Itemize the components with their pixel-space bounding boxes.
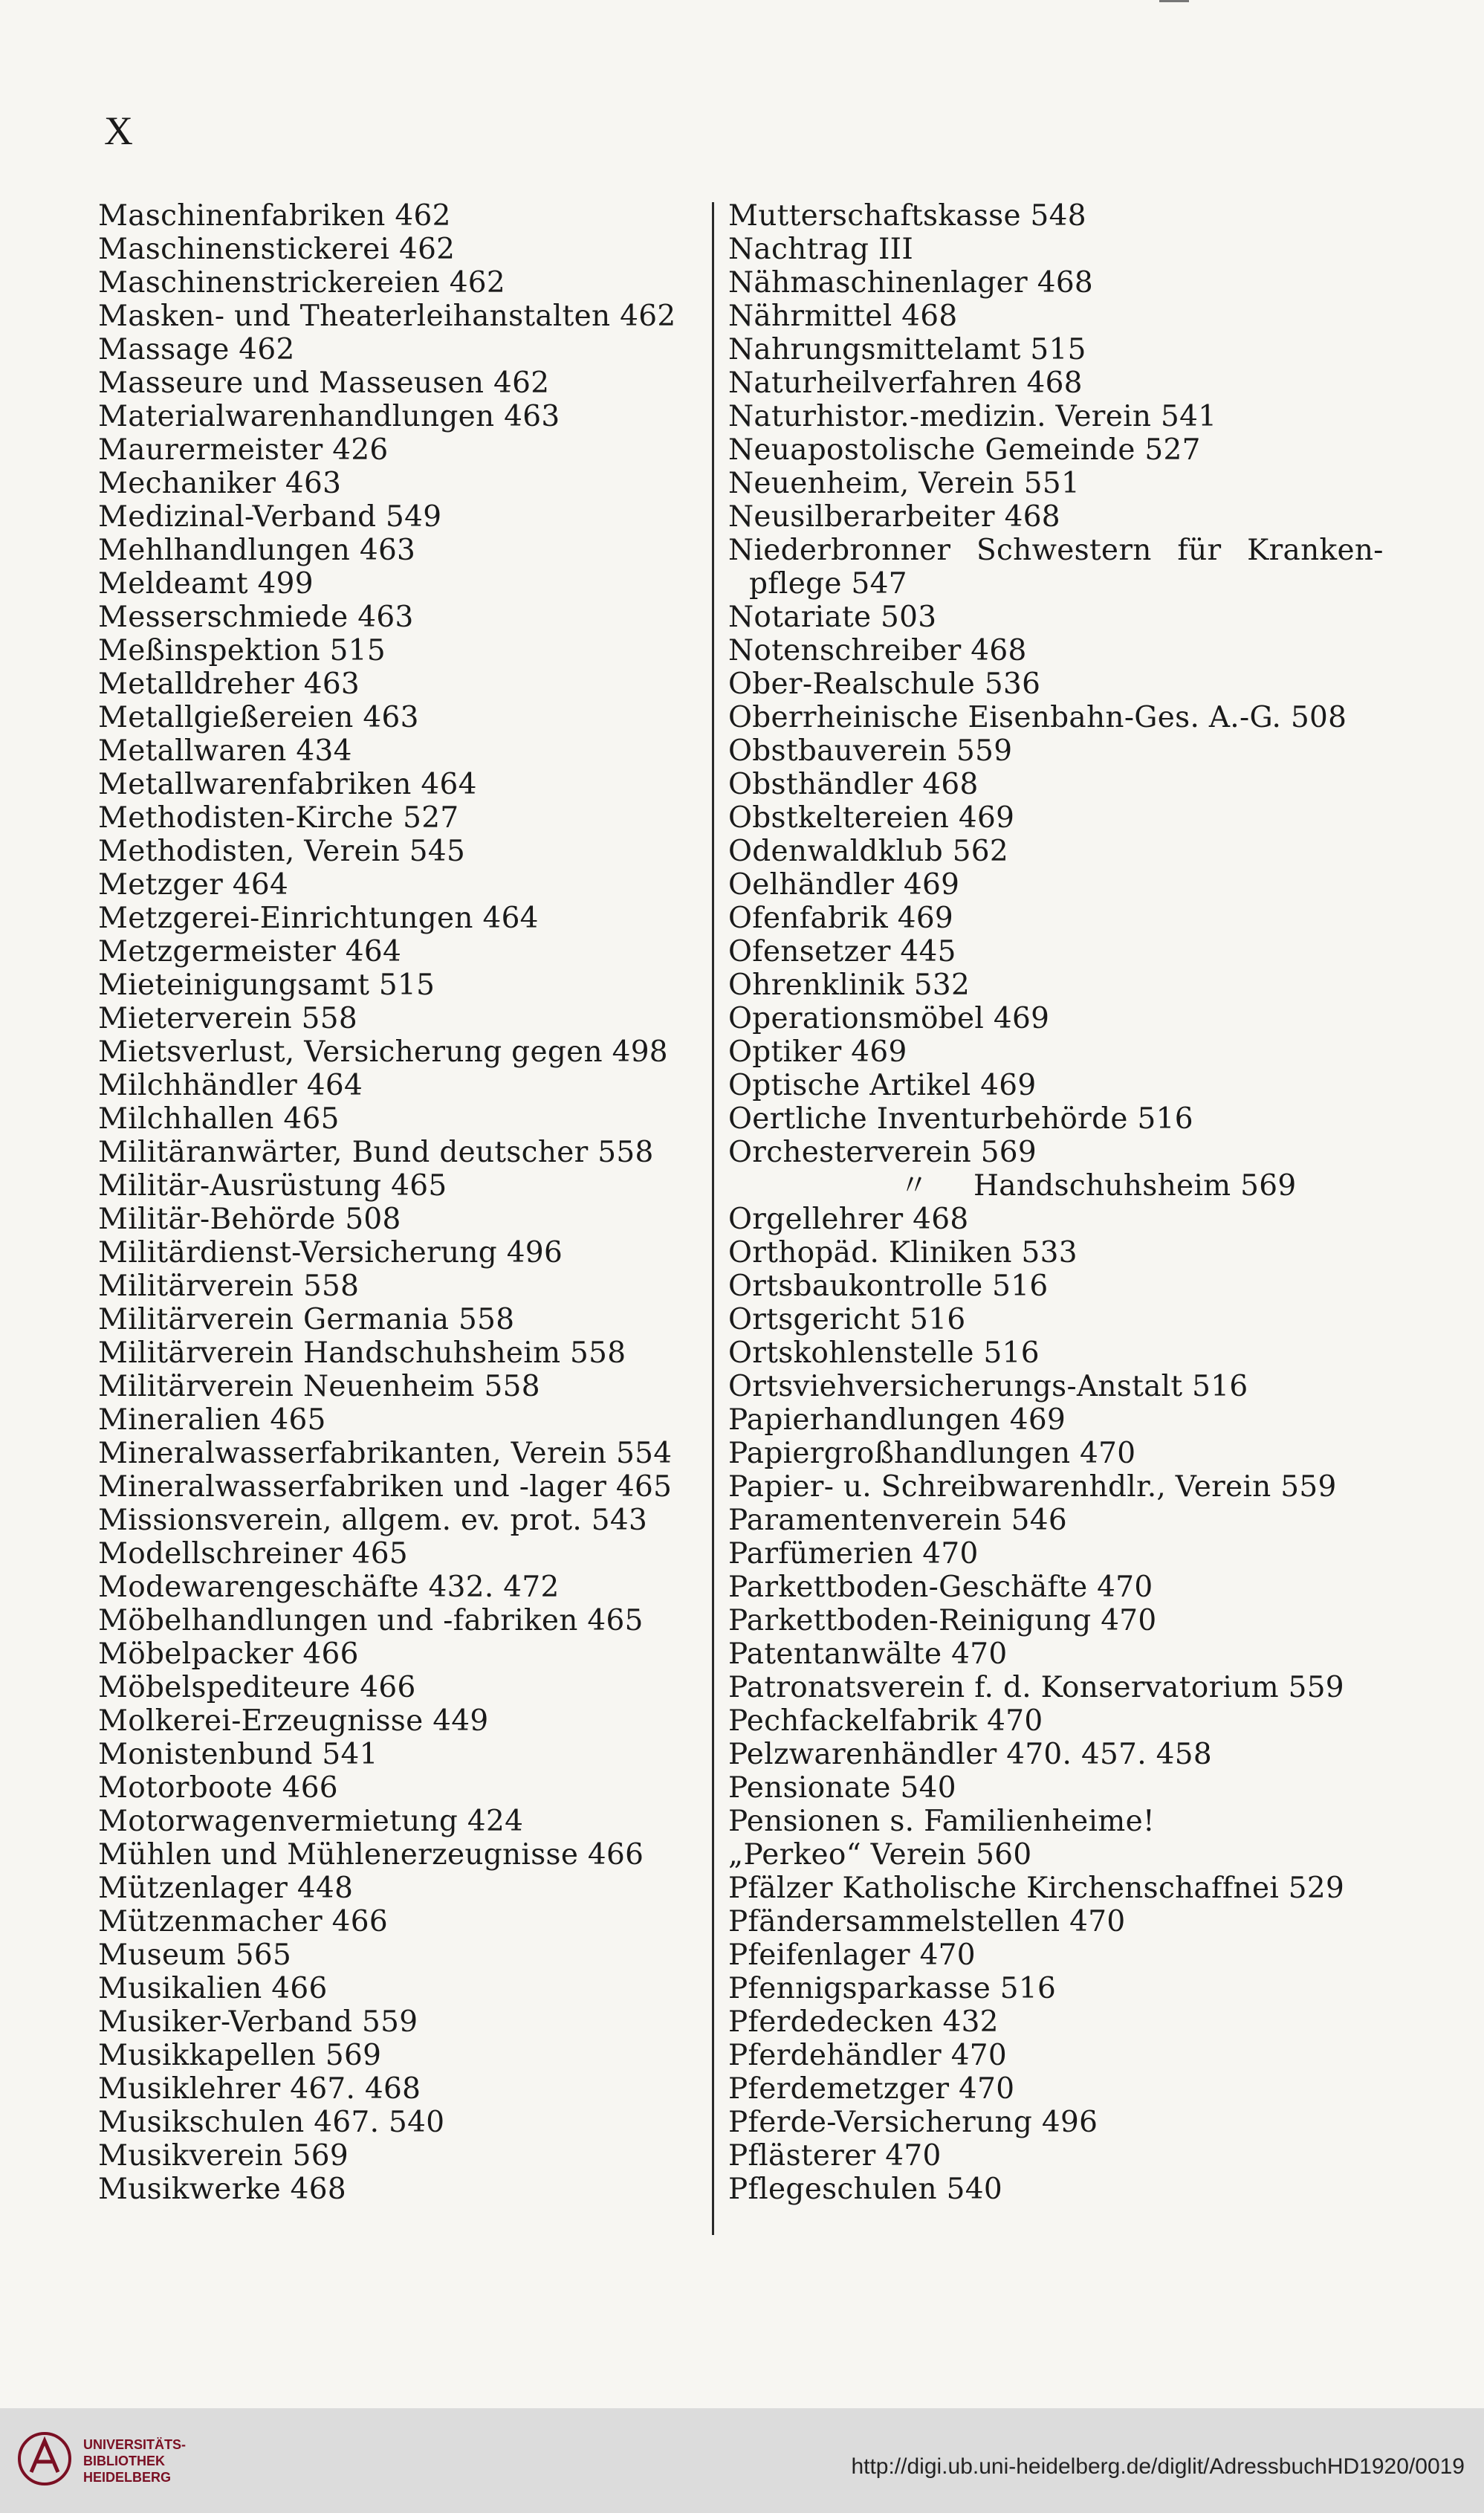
index-entry: Patronatsverein f. d. Konservatorium 559 [728,1671,1344,1704]
index-entry: Naturheilverfahren 468 [728,366,1083,400]
index-entry: Mechaniker 463 [98,467,342,500]
index-entry: Ohrenklinik 532 [728,968,971,1002]
index-entry: Musikkapellen 569 [98,2039,382,2072]
index-entry: Orchesterverein 569 [728,1136,1037,1169]
index-entry: Ober-Realschule 536 [728,667,1041,701]
index-entry: Neusilberarbeiter 468 [728,500,1060,534]
index-entry: Metallwaren 434 [98,734,352,768]
index-entry: Missionsverein, allgem. ev. prot. 543 [98,1504,648,1537]
index-entry: Ofenfabrik 469 [728,902,954,935]
index-entry: Molkerei-Erzeugnisse 449 [98,1704,489,1738]
index-entry: Operationsmöbel 469 [728,1002,1050,1035]
index-entry: Optische Artikel 469 [728,1069,1037,1102]
index-entry: Mützenmacher 466 [98,1905,389,1938]
index-entry: Mützenlager 448 [98,1872,354,1905]
index-entry: Pferdedecken 432 [728,2005,999,2039]
index-entry: Pferde-Versicherung 496 [728,2106,1098,2139]
index-entry [728,1169,1354,1203]
index-entry: Möbelpacker 466 [98,1637,359,1671]
index-entry: Militär-Behörde 508 [98,1203,401,1236]
index-entry: Obstkeltereien 469 [728,801,1015,835]
index-entry: Metallwarenfabriken 464 [98,768,477,801]
index-entry: Ortskohlenstelle 516 [728,1336,1040,1370]
index-entry: Milchhändler 464 [98,1069,363,1102]
index-entry: Ortsbaukontrolle 516 [728,1270,1049,1303]
index-entry: Metalldreher 463 [98,667,360,701]
index-entry: Parfümerien 470 [728,1537,979,1571]
index-entry: Papierhandlungen 469 [728,1403,1066,1437]
index-entry: Parkettboden-Geschäfte 470 [728,1571,1153,1604]
scan-mark [1159,0,1189,2]
index-entry: Maschinenstickerei 462 [98,233,456,266]
university-library-logo-icon [15,2429,74,2488]
library-name-line: BIBLIOTHEK [83,2454,165,2468]
index-entry: Ortsviehversicherungs-Anstalt 516 [728,1370,1248,1403]
index-entry: Museum 565 [98,1938,292,1972]
index-entry: Militär-Ausrüstung 465 [98,1169,447,1203]
library-name-line: HEIDELBERG [83,2470,172,2485]
index-entry: Ofensetzer 445 [728,935,956,968]
index-entry: Mietsverlust, Versicherung gegen 498 [98,1035,668,1069]
index-entry: Metzgerei-Einrichtungen 464 [98,902,539,935]
ditto-mark: 〃 [899,1169,929,1203]
index-entry: Musikwerke 468 [98,2173,347,2206]
index-entry: Papiergroßhandlungen 470 [728,1437,1136,1470]
index-entry: Neuapostolische Gemeinde 527 [728,433,1201,467]
index-entry: Militärverein 558 [98,1270,360,1303]
index-entry: Pferdemetzger 470 [728,2072,1015,2106]
index-entry: Odenwaldklub 562 [728,835,1009,868]
index-column-left [98,199,693,2206]
index-entry: Nährmittel 468 [728,300,958,333]
index-entry: Monistenbund 541 [98,1738,378,1771]
index-entry: Optiker 469 [728,1035,907,1069]
index-entry: Obsthändler 468 [728,768,979,801]
index-entry: Meldeamt 499 [98,567,314,601]
index-entry: Mineralien 465 [98,1403,326,1437]
index-entry: Mineralwasserfabriken und -lager 465 [98,1470,673,1504]
index-entry: Möbelhandlungen und -fabriken 465 [98,1604,644,1637]
index-entry: Notariate 503 [728,601,937,634]
index-entry: Pensionate 540 [728,1771,956,1805]
index-entry: Maschinenstrickereien 462 [98,266,506,300]
library-name [83,2436,186,2485]
index-entry: Oelhändler 469 [728,868,960,902]
index-entry: Neuenheim, Verein 551 [728,467,1080,500]
index-entry-text: Handschuhsheim 569 [973,1169,1297,1203]
index-entry: Milchhallen 465 [98,1102,340,1136]
index-entry: Masseure und Masseusen 462 [98,366,550,400]
index-entry: Paramentenverein 546 [728,1504,1067,1537]
index-entry: Meßinspektion 515 [98,634,386,667]
index-entry: Motorboote 466 [98,1771,338,1805]
index-entry: Parkettboden-Reinigung 470 [728,1604,1157,1637]
index-entry: Materialwarenhandlungen 463 [98,400,560,433]
index-entry: Nachtrag III [728,233,914,266]
index-entry: Medizinal-Verband 549 [98,500,442,534]
index-entry: Pechfackelfabrik 470 [728,1704,1043,1738]
index-entry: Metzger 464 [98,868,289,902]
index-entry: Mineralwasserfabrikanten, Verein 554 [98,1437,673,1470]
index-entry: Patentanwälte 470 [728,1637,1008,1671]
index-entry: Methodisten, Verein 545 [98,835,466,868]
index-entry: Niederbronner Schwestern für Kranken- [728,534,1384,567]
index-entry: Möbelspediteure 466 [98,1671,416,1704]
index-entry: Pfennigsparkasse 516 [728,1972,1057,2005]
index-entry: Orthopäd. Kliniken 533 [728,1236,1078,1270]
index-entry: Methodisten-Kirche 527 [98,801,459,835]
index-entry: Musikalien 466 [98,1972,328,2005]
index-entry: Nähmaschinenlager 468 [728,266,1094,300]
index-entry: Messerschmiede 463 [98,601,414,634]
index-entry: Massage 462 [98,333,295,366]
source-url-link[interactable]: http://digi.ub.uni-heidelberg.de/diglit/AdressbuchHD1920/0019 [851,2454,1465,2479]
index-entry: Pfeifenlager 470 [728,1938,976,1972]
index-entry: Oberrheinische Eisenbahn-Ges. A.-G. 508 [728,701,1347,734]
index-entry: Pferdehändler 470 [728,2039,1008,2072]
index-entry: Militärverein Neuenheim 558 [98,1370,540,1403]
index-entry: Naturhistor.-medizin. Verein 541 [728,400,1217,433]
index-entry: Metzgermeister 464 [98,935,402,968]
index-entry: pflege 547 [749,567,907,601]
index-entry: Modellschreiner 465 [98,1537,408,1571]
index-entry: Musiklehrer 467. 468 [98,2072,421,2106]
page-number: X [104,109,133,153]
index-entry: Musikschulen 467. 540 [98,2106,445,2139]
index-entry: Motorwagenvermietung 424 [98,1805,524,1838]
index-entry: Musiker-Verband 559 [98,2005,418,2039]
index-entry: Oertliche Inventurbehörde 516 [728,1102,1193,1136]
index-entry: Pfälzer Katholische Kirchenschaffnei 529 [728,1872,1345,1905]
index-entry: Nahrungsmittelamt 515 [728,333,1086,366]
index-entry: Militärdienst-Versicherung 496 [98,1236,563,1270]
index-entry: Militäranwärter, Bund deutscher 558 [98,1136,654,1169]
index-entry: Musikverein 569 [98,2139,349,2173]
index-entry: Metallgießereien 463 [98,701,419,734]
index-entry: Obstbauverein 559 [728,734,1013,768]
index-entry: Masken- und Theaterleihanstalten 462 [98,300,676,333]
index-entry: Modewarengeschäfte 432. 472 [98,1571,560,1604]
library-name-line: UNIVERSITÄTS- [83,2437,187,2452]
index-column-right [728,199,1384,2206]
index-entry: Mehlhandlungen 463 [98,534,416,567]
index-entry: Pensionen s. Familienheime! [728,1805,1155,1838]
index-entry: Militärverein Germania 558 [98,1303,515,1336]
index-entry: Ortsgericht 516 [728,1303,966,1336]
index-entry: Mieterverein 558 [98,1002,357,1035]
index-entry: Pelzwarenhändler 470. 457. 458 [728,1738,1213,1771]
index-entry: Orgellehrer 468 [728,1203,969,1236]
index-entry: „Perkeo“ Verein 560 [728,1838,1032,1872]
index-entry: Maschinenfabriken 462 [98,199,451,233]
column-divider [712,202,714,2235]
index-entry: Pflästerer 470 [728,2139,942,2173]
index-entry: Mieteinigungsamt 515 [98,968,435,1002]
index-entry: Mutterschaftskasse 548 [728,199,1086,233]
index-entry: Maurermeister 426 [98,433,389,467]
index-entry: Pfändersammelstellen 470 [728,1905,1126,1938]
index-entry: Mühlen und Mühlenerzeugnisse 466 [98,1838,644,1872]
index-entry: Papier- u. Schreibwarenhdlr., Verein 559 [728,1470,1337,1504]
index-entry: Pflegeschulen 540 [728,2173,1002,2206]
index-entry: Notenschreiber 468 [728,634,1027,667]
index-entry: Militärverein Handschuhsheim 558 [98,1336,626,1370]
footer-bar [0,2408,1484,2513]
